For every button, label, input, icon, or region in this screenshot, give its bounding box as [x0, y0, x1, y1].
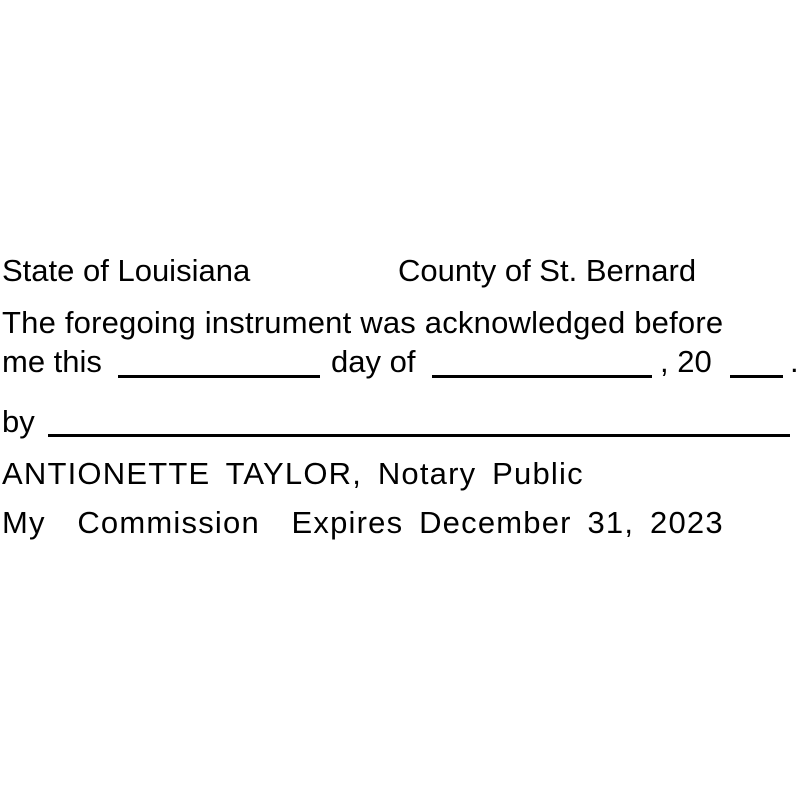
signature-blank-line: [48, 434, 790, 437]
state-label: State of Louisiana: [2, 253, 251, 288]
day-blank-line: [118, 375, 320, 378]
year-prefix-label: , 20: [660, 344, 712, 379]
year-blank-line: [730, 375, 783, 378]
day-of-label: day of: [331, 344, 416, 379]
commission-expiration: My Commission Expires December 31, 2023: [2, 505, 724, 540]
notary-name: ANTIONETTE TAYLOR, Notary Public: [2, 456, 584, 491]
by-label: by: [2, 404, 35, 439]
month-blank-line: [432, 375, 652, 378]
me-this-label: me this: [2, 344, 102, 379]
period-mark: .: [790, 344, 799, 379]
acknowledgment-text: The foregoing instrument was acknowledged before: [2, 305, 724, 340]
county-label: County of St. Bernard: [398, 253, 697, 288]
